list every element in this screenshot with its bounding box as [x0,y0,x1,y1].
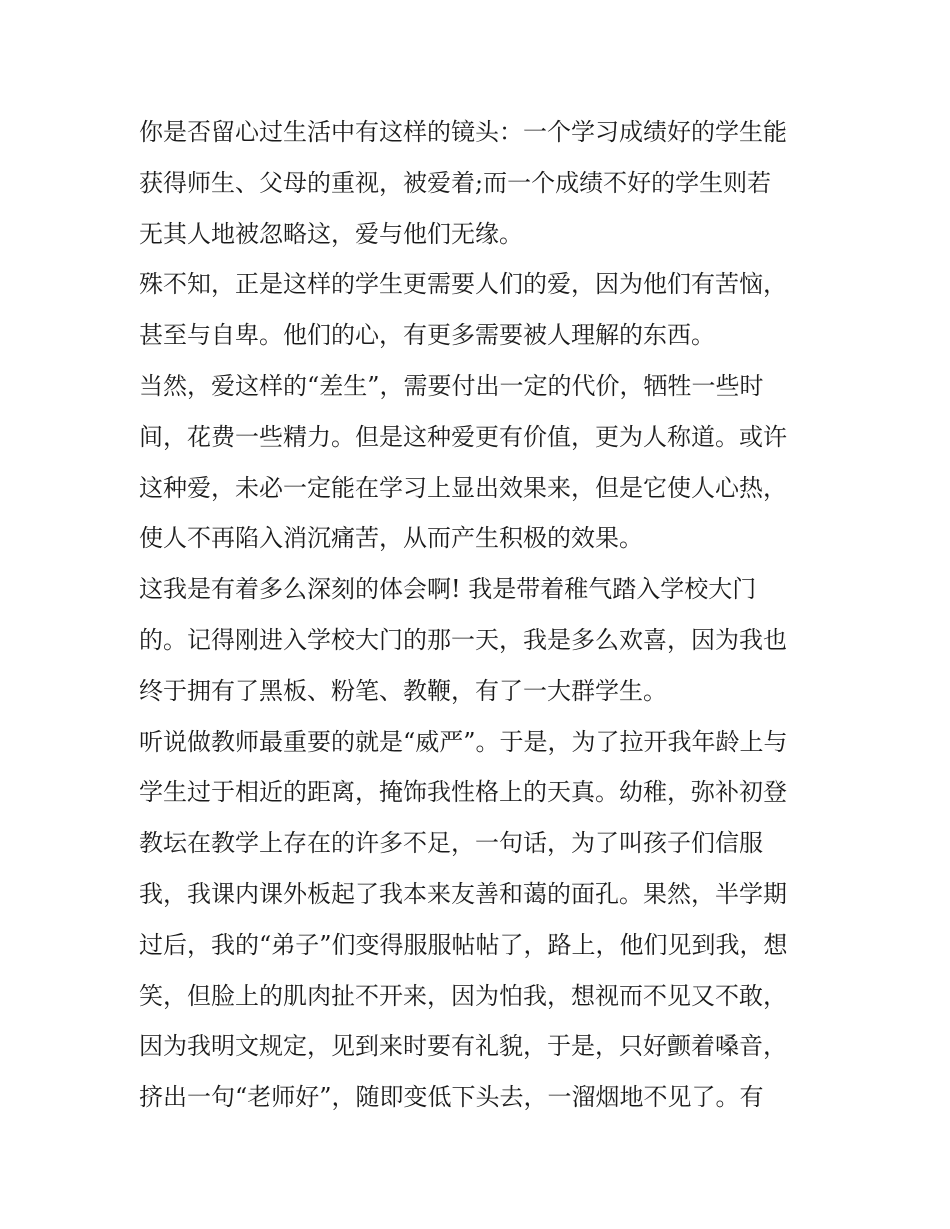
text-line: 你是否留心过生活中有这样的镜头：一个学习成绩好的学生能 [139,118,787,146]
text-line: 教坛在教学上存在的许多不足，一句话，为了叫孩子们信服 [139,829,763,858]
text-line: 终于拥有了黑板、粉笔、教鞭，有了一大群学生。 [139,676,667,705]
text-line: 我，我课内课外板起了我本来友善和蔼的面孔。果然，半学期 [139,879,787,908]
text-line: 殊不知，正是这样的学生更需要人们的爱，因为他们有苦恼， [139,270,787,299]
text-line: 学生过于相近的距离，掩饰我性格上的天真。幼稚，弥补初登 [139,778,787,807]
text-line: 的。记得刚进入学校大门的那一天，我是多么欢喜，因为我也 [139,625,787,654]
text-line: 过后，我的“弟子”们变得服服帖帖了，路上，他们见到我，想 [139,930,788,959]
text-line: 使人不再陷入消沉痛苦，从而产生积极的效果。 [139,524,643,553]
text-line: 听说做教师最重要的就是“威严”。于是，为了拉开我年龄上与 [139,727,788,756]
text-line: 获得师生、父母的重视，被爱着;而一个成绩不好的学生则若 [139,168,772,197]
text-line: 笑，但脸上的肌肉扯不开来，因为怕我，想视而不见又不敢， [139,981,787,1010]
text-line: 当然，爱这样的“差生”，需要付出一定的代价，牺牲一些时 [139,371,764,400]
body-text [139,107,829,1123]
text-line: 因为我明文规定，见到来时要有礼貌，于是，只好颤着嗓音， [139,1032,787,1061]
text-line: 这我是有着多么深刻的体会啊! 我是带着稚气踏入学校大门 [139,575,757,604]
text-line: 这种爱，未必一定能在学习上显出效果来，但是它使人心热， [139,473,787,502]
text-line: 甚至与自卑。他们的心，有更多需要被人理解的东西。 [139,321,715,350]
text-line: 间，花费一些精力。但是这种爱更有价值，更为人称道。或许 [139,422,787,451]
text-line: 挤出一句“老师好”，随即变低下头去，一溜烟地不见了。有 [139,1083,764,1112]
text-line: 无其人地被忽略这，爱与他们无缘。 [139,219,523,248]
